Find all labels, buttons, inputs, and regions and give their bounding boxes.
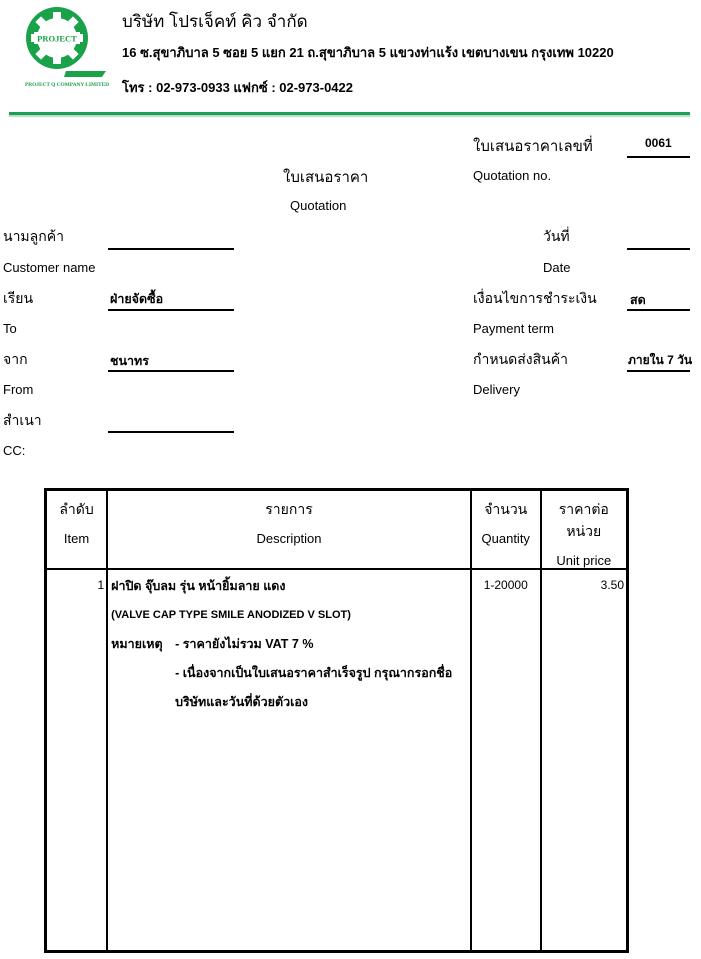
payment-term-label-th: เงื่อนไขการชำระเงิน [473,290,597,306]
company-logo [26,5,108,77]
table-header-row [46,490,628,570]
payment-term-underline [627,309,690,311]
document-subtitle: Quotation [290,198,347,213]
note-label: หมายเหตุ [111,637,163,651]
from-label-th: จาก [3,351,28,367]
document-title: ใบเสนอราคา [283,169,369,186]
note-line-1 [111,636,470,665]
header-quantity-th: จำนวน [484,501,528,517]
table-row [46,569,628,952]
date-underline [627,248,690,250]
to-label-th: เรียน [3,290,34,306]
header-unit-price-th: ราคาต่อหน่วย [558,501,609,539]
company-name: บริษัท โปรเจ็คท์ คิว จำกัด [122,12,308,31]
header-unit-price-en: Unit price [556,553,612,568]
header-unit-price [541,490,628,570]
items-table [44,488,629,953]
header-item-th: ลำดับ [59,501,94,517]
note-line-3: บริษัทและวันที่ด้วยตัวเอง [175,695,308,709]
company-phone: โทร : 02-973-0933 แฟกซ์ : 02-973-0422 [122,80,353,95]
quotation-no-label-th: ใบเสนอราคาเลขที่ [473,138,593,155]
payment-term-value[interactable]: สด [630,293,646,307]
cc-underline [108,431,234,433]
company-address: 16 ซ.สุขาภิบาล 5 ซอย 5 แยก 21 ถ.สุขาภิบาล 5 แขวงท่าแร้ง เขตบางเขน กรุงเทพ 10220 [122,45,614,60]
to-underline [108,309,234,311]
note-line-2: - เนื่องจากเป็นใบเสนอราคาสำเร็จรูป กรุณากรอกชื่อ [175,666,453,680]
header-divider [9,112,690,115]
payment-term-label-en: Payment term [473,321,554,336]
quotation-no-label-en: Quotation no. [473,168,552,183]
quotation-no-value: 0061 [645,136,672,150]
customer-name-underline [108,248,234,250]
logo-caption: PROJECT Q COMPANY LIMITED [25,82,110,88]
delivery-label-th: กำหนดส่งสินค้า [473,351,568,367]
header-quantity-en: Quantity [481,531,530,546]
from-label-en: From [3,382,34,397]
from-value[interactable]: ชนาทร [110,354,150,368]
header-description-th: รายการ [265,501,313,517]
to-value[interactable]: ฝ่ายจัดซื้อ [110,292,164,306]
header-description-en: Description [256,531,322,546]
header-item [46,490,108,570]
to-label-en: To [3,321,17,336]
header-quantity [471,490,541,570]
date-label-th: วันที่ [543,228,570,244]
row-description-en: (VALVE CAP TYPE SMILE ANODIZED V SLOT) [111,609,351,621]
header-item-en: Item [63,531,90,546]
row-unit-price: 3.50 [600,578,624,592]
cc-label-en: CC: [3,443,26,458]
gear-q-logo-icon [26,5,108,77]
date-label-en: Date [543,260,571,275]
cc-label-th: สำเนา [3,412,42,428]
row-unit-price-cell [541,569,628,952]
row-description-cell [107,569,471,952]
row-quantity: 1-20000 [483,578,528,592]
row-quantity-cell [471,569,541,952]
quotation-no-underline [627,156,690,158]
header-description [107,490,471,570]
row-item-number: 1 [97,578,105,592]
svg-text:PROJECT: PROJECT [37,33,77,44]
row-item-cell [46,569,108,952]
delivery-label-en: Delivery [473,382,520,397]
note-text-1: - ราคายังไม่รวม VAT 7 % [175,637,314,651]
row-description-th: ฝาปิด จุ๊บลม รุ่น หน้ายิ้มลาย แดง [111,579,286,593]
delivery-underline [627,370,690,372]
delivery-value[interactable]: ภายใน 7 วัน [628,353,693,367]
from-underline [108,370,234,372]
customer-name-label-en: Customer name [3,260,96,275]
customer-name-label-th: นามลูกค้า [3,228,64,244]
